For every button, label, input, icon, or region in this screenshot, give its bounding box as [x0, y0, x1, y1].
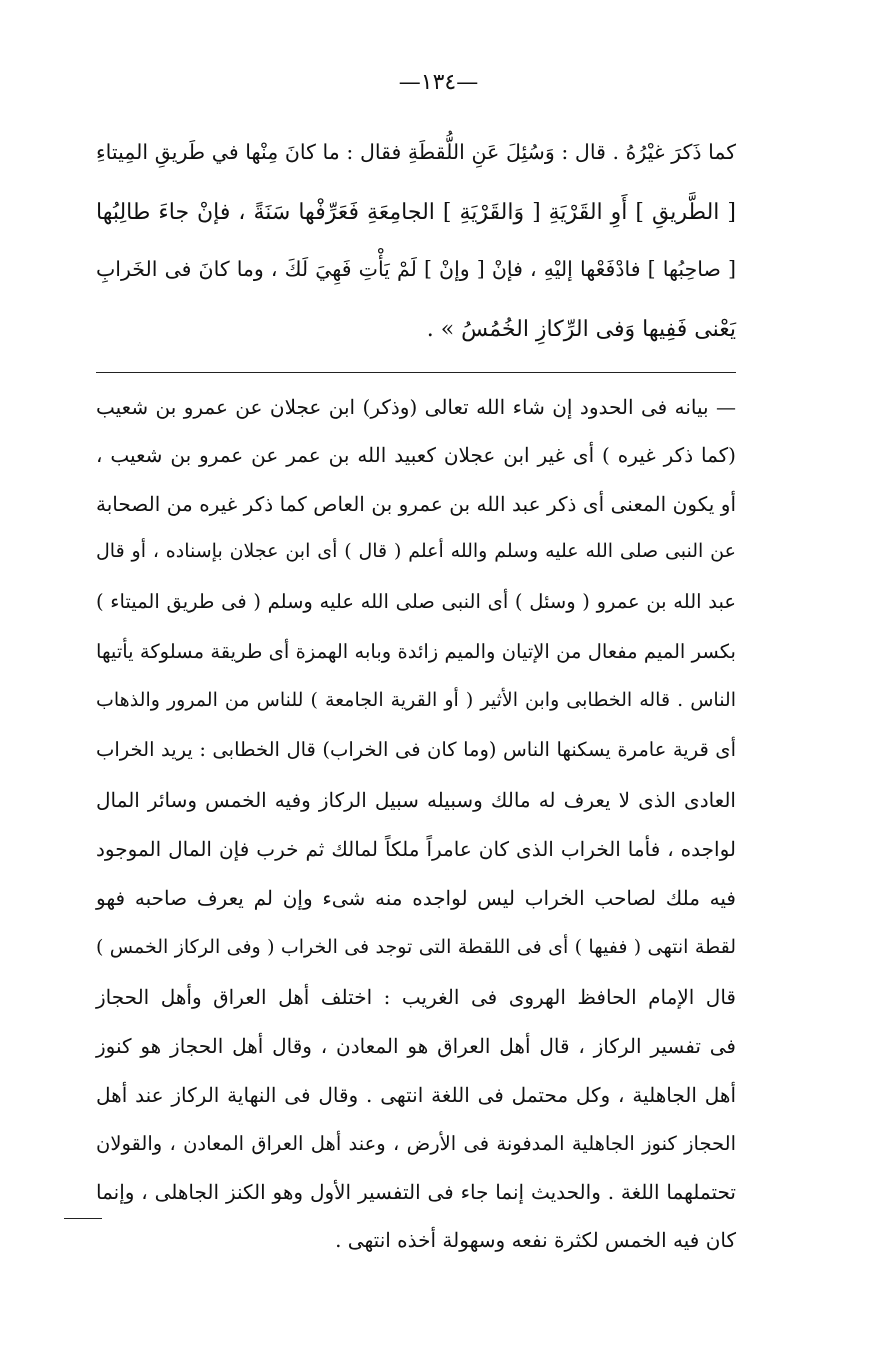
commentary-line: تحتملهما اللغة . والحديث إنما جاء فى التفسير الأول وهو الكنز الجاهلى ، وإنما — [96, 1180, 736, 1204]
commentary-line: لواجده ، فأما الخراب الذى كان عامراً ملكاً لمالك ثم خرب فإن المال الموجود — [96, 837, 736, 861]
commentary-line: لقطة انتهى ( ففيها ) أى فى اللقطة التى توجد فى الخراب ( وفى الركاز الخمس ) — [96, 936, 736, 958]
commentary-line: الحجاز كنوز الجاهلية المدفونة فى الأرض ، وعند أهل العراق المعادن ، والقولان — [96, 1132, 736, 1155]
hadith-line: [ الطَّريقِ ] أَوِ القَرْيَةِ [ وَالقَرْيَةِ ] الجامِعَةِ فَعَرِّفْها سَنَةً ، فإنْ جاءَ طالِبُها — [96, 200, 736, 225]
commentary-line: قال الإمام الحافظ الهروى فى الغريب : اختلف أهل العراق وأهل الحجاز — [96, 985, 736, 1009]
commentary-line: أى قرية عامرة يسكنها الناس (وما كان فى الخراب) قال الخطابى : يريد الخراب — [96, 738, 736, 761]
commentary-line: أهل الجاهلية ، وكل محتمل فى اللغة انتهى . وقال فى النهاية الركاز عند أهل — [96, 1083, 736, 1107]
hadith-line: يَعْنى فَفِيها وَفى الرِّكازِ الخُمُسُ » . — [426, 317, 736, 342]
hadith-line: [ صاحِبُها ] فادْفَعْها إليْهِ ، فإنْ [ وإنْ ] لَمْ يَأْتِ فَهِيَ لَكَ ، وما كانَ فى الخَرابِ — [96, 257, 736, 281]
commentary-line: الناس . قاله الخطابى وابن الأثير ( أو القرية الجامعة ) للناس من المرور والذهاب — [96, 689, 736, 711]
commentary-line: فى تفسير الركاز ، قال أهل العراق هو المعادن ، وقال أهل الحجاز هو كنوز — [96, 1034, 736, 1058]
commentary-line: كان فيه الخمس لكثرة نفعه وسهولة أخذه انتهى . — [335, 1228, 736, 1252]
commentary-line: عن النبى صلى الله عليه وسلم والله أعلم ( قال ) أى ابن عجلان بإسناده ، أو قال — [96, 540, 736, 562]
closing-dash — [64, 1218, 102, 1219]
commentary-line: — بيانه فى الحدود إن شاء الله تعالى (وذكر) ابن عجلان عن عمرو بن شعيب — [96, 395, 736, 419]
commentary-line: بكسر الميم مفعال من الإتيان والميم زائدة وبابه الهمزة أى طريقة مسلوكة يأتيها — [96, 640, 736, 663]
commentary-line: العادى الذى لا يعرف له مالك وسبيله سبيل الركاز وفيه الخمس وسائر المال — [96, 788, 736, 812]
footnote-separator — [96, 372, 736, 373]
commentary-line: فيه ملك لصاحب الخراب ليس لواجده منه شىء وإن لم يعرف صاحبه فهو — [96, 886, 736, 910]
commentary-line: عبد الله بن عمرو ( وسئل ) أى النبى صلى الله عليه وسلم ( فى طريق الميتاء ) — [96, 590, 736, 613]
page-number: —١٣٤— — [398, 70, 479, 95]
hadith-line: كما ذَكرَ غيْرُهُ . قال : وَسُئِلَ عَنِ اللُّقطَةِ فقال : ما كانَ مِنْها في طَريقِ المِيتاءِ — [96, 140, 736, 164]
commentary-line: (كما ذكر غيره ) أى غير ابن عجلان كعبيد الله بن عمر عن عمرو بن شعيب ، — [96, 443, 736, 467]
commentary-line: أو يكون المعنى أى ذكر عبد الله بن عمرو بن العاص كما ذكر غيره من الصحابة — [96, 492, 736, 516]
